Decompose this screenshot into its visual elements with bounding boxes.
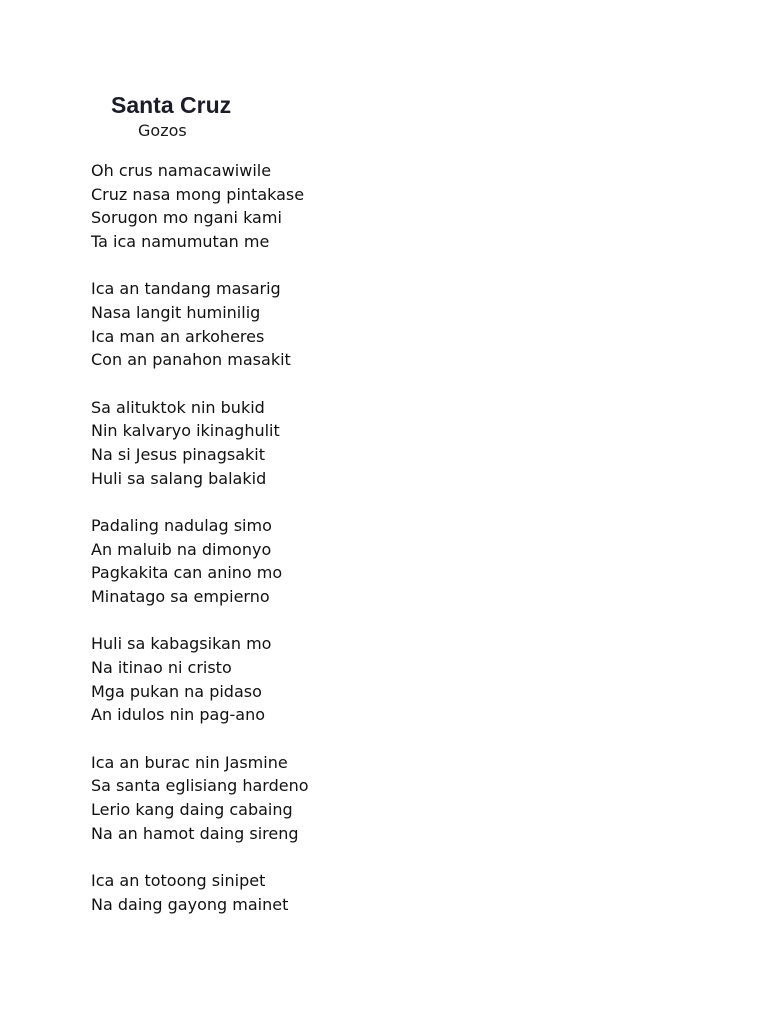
verse-line: Oh crus namacawiwile [91,161,272,180]
verse-line: Ica an tandang masarig [91,279,281,299]
verse-line: Huli sa salang balakid [91,468,267,488]
stanza-6 [91,751,309,846]
verse-line: Cruz nasa mong pintakase [91,184,305,204]
verse-line: Ica an totoong sinipet [91,870,266,890]
verse-line: Lerio kang daing cabaing [91,799,293,819]
verse-line: Sa santa eglisiang hardeno [91,776,309,796]
verse-line: Padaling nadulag simo [91,515,272,535]
verse-line: Ica an burac nin Jasmine [91,752,288,772]
verse-line: Minatago sa empierno [91,587,270,607]
verse-line: Con an panahon masakit [91,350,291,370]
verse-line: Mga pukan na pidaso [91,681,262,701]
verse-line: Ica man an arkoheres [91,326,265,346]
verse-line: An idulos nin pag-ano [91,705,266,725]
page-title: Santa Cruz [111,92,232,118]
verse-line: An maluib na dimonyo [91,539,272,559]
stanza-2 [91,277,309,372]
stanza-1 [91,159,309,254]
verse-line: Na si Jesus pinagsakit [91,445,266,465]
verse-line: Sa alituktok nin bukid [91,397,265,417]
verse-line: Huli sa kabagsikan mo [91,634,272,654]
stanza-5 [91,632,309,727]
verse-line: Nasa langit huminilig [91,303,261,323]
verse-line: Sorugon mo ngani kami [91,208,282,228]
verse-line: Na an hamot daing sireng [91,823,299,843]
verse-body [91,159,309,940]
stanza-3 [91,396,309,491]
verse-line: Na daing gayong mainet [91,894,289,914]
stanza-7 [91,869,309,916]
verse-line: Na itinao ni cristo [91,657,232,677]
verse-line: Ta ica namumutan me [91,232,270,252]
stanza-4 [91,514,309,609]
verse-line: Pagkakita can anino mo [91,563,283,583]
page-subtitle: Gozos [138,121,187,140]
verse-line: Nin kalvaryo ikinaghulit [91,421,280,441]
